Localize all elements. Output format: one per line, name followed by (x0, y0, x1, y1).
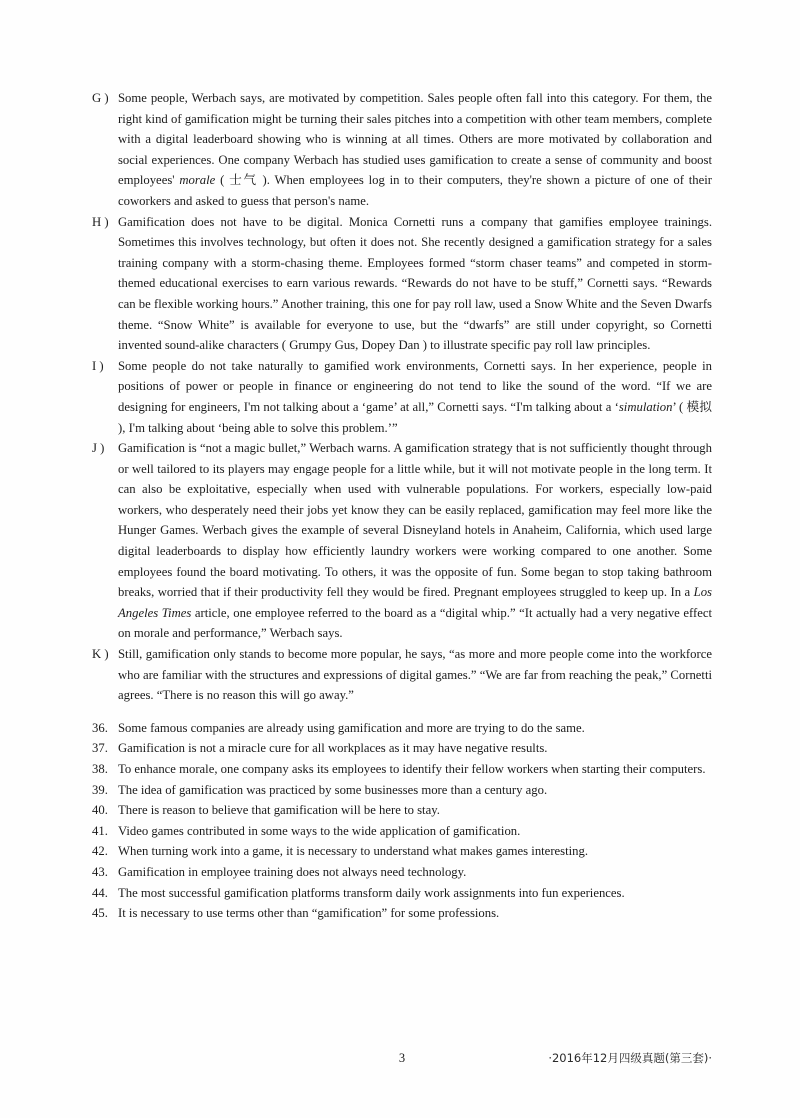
statement-number: 40. (92, 803, 108, 818)
question-statement (92, 780, 712, 801)
question-statement (92, 903, 712, 924)
question-statement (92, 800, 712, 821)
statement-number: 37. (92, 741, 108, 756)
statement-number: 44. (92, 885, 108, 900)
passage-paragraph (92, 438, 712, 644)
question-statement (92, 862, 712, 883)
statement-text: Video games contributed in some ways to the wide application of gamification. (118, 823, 521, 838)
paragraph-label: K ) (92, 647, 109, 662)
emphasis-text: simulation (618, 399, 673, 414)
statement-text: Some famous companies are already using gamification and more are trying to do the same. (118, 720, 585, 735)
body-text: ( 士气 ). When employees log in to their computers, they're shown a picture of one of their coworkers and asked to guess that person's name. (118, 173, 712, 208)
paragraph-text (118, 88, 712, 212)
question-statement (92, 738, 712, 759)
passage-paragraph (92, 88, 712, 212)
statement-text: Gamification is not a miracle cure for all workplaces as it may have negative results. (118, 741, 548, 756)
statement-text: It is necessary to use terms other than “gamification” for some professions. (118, 906, 500, 921)
page-footer (92, 1048, 712, 1072)
question-statement-list (92, 718, 712, 924)
question-statement (92, 841, 712, 862)
passage-content (92, 88, 712, 924)
statement-text: When turning work into a game, it is necessary to understand what makes games interesting. (118, 844, 589, 859)
passage-paragraph (92, 212, 712, 356)
emphasis-text: Los Angeles Times (118, 585, 712, 620)
question-statement (92, 883, 712, 904)
body-text: ’ ( 模拟 ), I'm talking about ‘being able to solve this problem.’” (118, 399, 712, 435)
body-text: Some people do not take naturally to gamified work environments, Cornetti says. In her experience, people in positions of power or people in finance or engineering do not tend to like the sound of the word. “If we are designing for engineers, I'm not talking about a ‘game’ at all,” Cornetti says. “I'm talking about a ‘ (118, 358, 712, 414)
question-statement (92, 759, 712, 780)
paragraph-label: H ) (92, 214, 109, 229)
statement-number: 38. (92, 762, 108, 776)
paragraph-text (118, 356, 712, 438)
passage-paragraph (92, 356, 712, 438)
paragraph-label: G ) (92, 91, 109, 105)
passage-paragraph (92, 644, 712, 706)
paragraph-label: I ) (92, 358, 104, 373)
paragraph-text (118, 644, 712, 706)
body-text: Some people, Werbach says, are motivated by competition. Sales people often fall into this category. For them, the right kind of gamification might be turning their sales pitches into a competition with other team members, complete with a digital leaderboard showing who is winning at all times. Others are more motivated by collaboration and social experiences. One company Werbach has studied uses gamification to create a sense of community and boost employees' (118, 91, 712, 188)
statement-number: 39. (92, 782, 108, 797)
body-text: Gamification is “not a magic bullet,” Werbach warns. A gamification strategy that is not sufficiently thought through or well tailored to its players may engage people for a little while, but it will not motivate people in the long term. It can also be exploitative, especially when used with vulnerable populations. For workers, especially low-paid workers, who desperately need their jobs yet know they can be easily replaced, gamification may feel more like the Hunger Games. Werbach gives the example of several Disneyland hotels in Anaheim, California, which used large digital leaderboards to display how efficiently laundry workers were working compared to one another. Some employees found the board motivating. To others, it was the opposite of fun. Some began to stop taking bathroom breaks, worried that if their productivity fell they would be fired. Pregnant employees struggled to keep up. In a (118, 441, 712, 600)
statement-text: There is reason to believe that gamification will be here to stay. (118, 803, 440, 818)
statement-number: 42. (92, 844, 108, 859)
question-statement (92, 821, 712, 842)
statement-text: The idea of gamification was practiced by some businesses more than a century ago. (118, 782, 548, 797)
statement-number: 43. (92, 864, 108, 879)
paragraph-label: J ) (92, 441, 105, 456)
question-statement (92, 718, 712, 739)
body-text: article, one employee referred to the board as a “digital whip.” “It actually had a very negative effect on morale and performance,” Werbach says. (118, 605, 712, 641)
statement-number: 45. (92, 906, 108, 921)
passage-paragraph-list (92, 88, 712, 706)
statement-number: 41. (92, 823, 108, 838)
paragraph-text (118, 212, 712, 356)
body-text: Gamification does not have to be digital. Monica Cornetti runs a company that gamifies employee trainings. Sometimes this involves technology, but often it does not. She recently designed a gamification strategy for a sales training company with a storm-chasing theme. Employees formed “storm chaser teams” and competed in storm-themed educational exercises to earn various rewards. “Rewards do not have to be stuff,” Cornetti says. “Rewards can be flexible working hours.” Another training, this one for pay roll law, used a Snow White and the Seven Dwarfs theme. “Snow White” is available for everyone to use, but the “dwarfs” are still under copyright, so Cornetti invented sound-alike characters ( Grumpy Gus, Dopey Dan ) to illustrate specific pay roll law principles. (118, 214, 712, 353)
statement-number: 36. (92, 720, 108, 735)
paragraph-text (118, 438, 712, 644)
statement-text: Gamification in employee training does not always need technology. (118, 864, 467, 879)
statement-text: The most successful gamification platforms transform daily work assignments into fun experiences. (118, 885, 625, 900)
footer-exam-note: ·2016年12月四级真题(第三套)· (548, 1051, 712, 1065)
page-number: 3 (398, 1051, 406, 1065)
emphasis-text: morale (179, 173, 216, 188)
statement-text: To enhance morale, one company asks its employees to identify their fellow workers when starting their computers. (118, 762, 706, 776)
body-text: Still, gamification only stands to become more popular, he says, “as more and more people come into the workforce who are familiar with the structures and expressions of digital games.” “We are far from reaching the peak,” Cornetti agrees. “There is no reason this will go away.” (118, 647, 712, 703)
